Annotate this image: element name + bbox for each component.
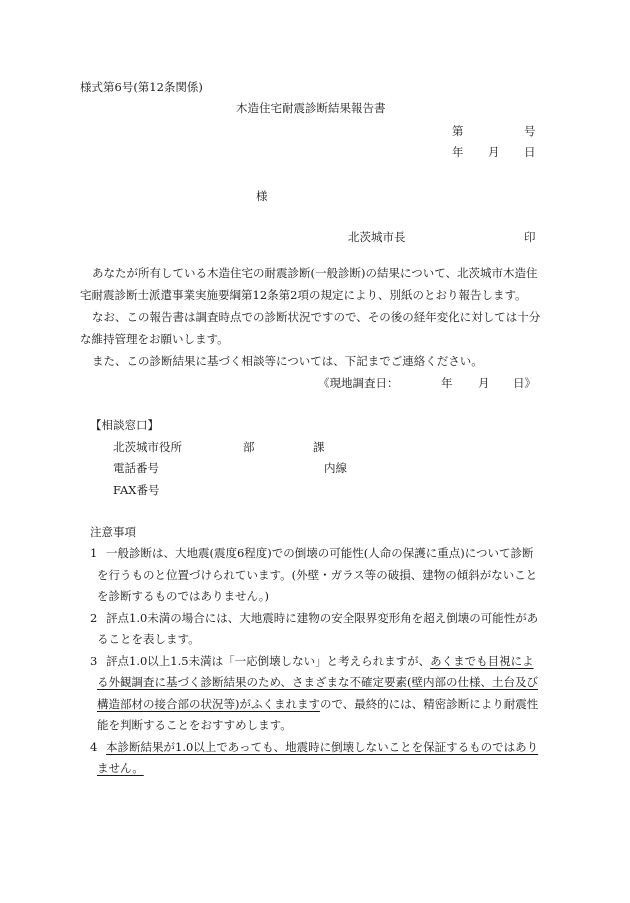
note-1-number: 1 (90, 546, 98, 560)
document-title: 木造住宅耐震診断結果報告書 (236, 101, 386, 115)
note-2-number: 2 (90, 611, 98, 625)
note-1-line-2: を行うものと位置づけられています。(外壁・ガラス等の破損、建物の傾斜がないこと (97, 568, 538, 582)
note-3-number: 3 (90, 654, 98, 668)
contact-section-label: 課 (313, 440, 325, 454)
notes-heading: 注意事項 (90, 525, 136, 539)
number-label-suffix: 号 (524, 124, 536, 138)
date-day-label: 日 (524, 145, 536, 159)
note-3-line-1 (106, 656, 534, 668)
note-3-line-4: 能を判断することをおすすめします。 (97, 718, 292, 732)
note-1-line-3: を診断するものではありません。) (97, 589, 269, 603)
contact-fax-label: FAX番号 (113, 483, 160, 497)
contact-extension-label: 内線 (324, 461, 347, 475)
number-label-prefix: 第 (452, 124, 464, 138)
body-line-1: あなたが所有している木造住宅の耐震診断(一般診断)の結果について、北茨城市木造住 (92, 266, 538, 280)
contact-phone-label: 電話番号 (113, 461, 159, 475)
note-3-line-3-plain: ので、最終的には、精密診断により耐震性 (319, 697, 539, 711)
survey-day-label: 日》 (513, 376, 536, 390)
sender-name: 北茨城市長 (348, 230, 406, 244)
survey-date-label: 《現地調査日： (318, 376, 399, 390)
date-month-label: 月 (488, 145, 500, 159)
note-1-line-1: 一般診断は、大地震(震度6程度)での倒壊の可能性(人命の保護に重点)について診断 (106, 546, 534, 560)
note-3-line-1-underlined: あくまでも目視によ (430, 654, 534, 668)
seal-mark: 印 (524, 230, 536, 244)
survey-month-label: 月 (478, 376, 490, 390)
note-4-number: 4 (90, 740, 98, 754)
note-2-line-2: ることを表します。 (97, 632, 200, 646)
note-3-line-1-plain: 評点1.0以上1.5未満は「一応倒壊しない」と考えられますが、 (106, 654, 431, 668)
body-line-2: 宅耐震診断士派遣事業実施要綱第12条第2項の規定により、別紙のとおり報告します。 (80, 288, 527, 302)
body-line-5: また、この診断結果に基づく相談等については、下記までご連絡ください。 (92, 354, 483, 368)
note-4-line-2: ません。 (97, 761, 144, 775)
note-3-line-2: る外観調査に基づく診断結果のため、さまざまな不確定要素(壁内部の仕様、土台及び (97, 675, 539, 689)
date-year-label: 年 (452, 145, 464, 159)
contact-office: 北茨城市役所 (113, 440, 182, 454)
note-3-line-3 (97, 699, 538, 711)
recipient-suffix: 様 (256, 189, 268, 203)
form-number: 様式第6号(第12条関係) (80, 80, 203, 94)
contact-dept-label: 部 (243, 440, 255, 454)
survey-year-label: 年 (441, 376, 453, 390)
note-4-line-1: 本診断結果が1.0以上であっても、地震時に倒壊しないことを保証するものではあり (106, 740, 539, 754)
body-line-3: なお、この報告書は調査時点での診断状況ですので、その後の経年変化に対しては十分 (92, 310, 541, 324)
note-3-line-3-underlined: 構造部材の接合部の状況等)がふくまれます (97, 697, 320, 711)
note-2-line-1: 評点1.0未満の場合には、大地震時に建物の安全限界変形角を超え倒壊の可能性があ (106, 611, 539, 625)
body-line-4: な維持管理をお願いします。 (80, 332, 229, 346)
contact-heading: 【相談窓口】 (90, 418, 159, 432)
